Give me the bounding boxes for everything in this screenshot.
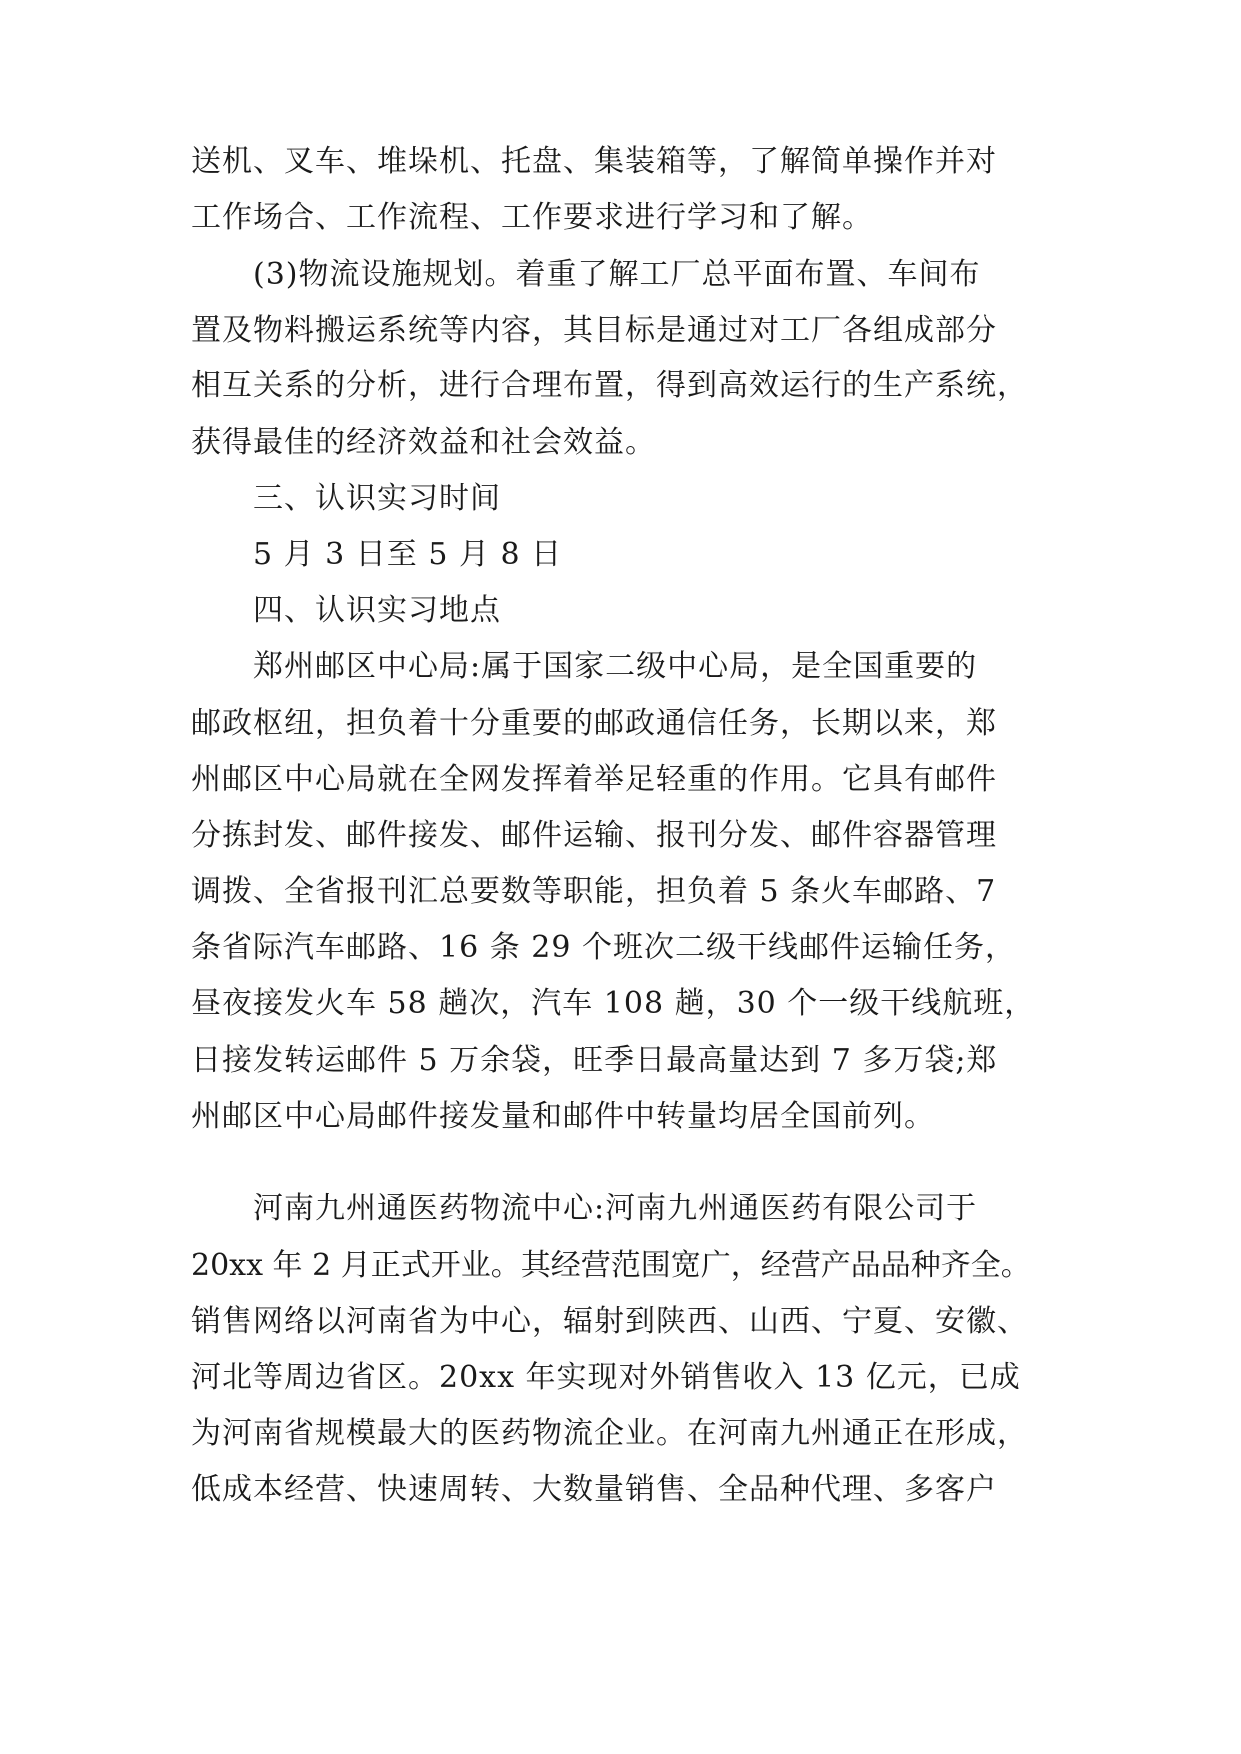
text-line: 5 月 3 日至 5 月 8 日 — [253, 537, 563, 572]
text-line: 获得最佳的经济效益和社会效益。 — [191, 425, 656, 460]
text-line: 河北等周边省区。20xx 年实现对外销售收入 13 亿元，已成 — [191, 1360, 1021, 1395]
section-heading: 三、认识实习时间 — [253, 481, 501, 516]
text-line: 郑州邮区中心局:属于国家二级中心局，是全国重要的 — [253, 649, 978, 684]
section-heading: 四、认识实习地点 — [253, 593, 501, 628]
text-line: (3)物流设施规划。着重了解工厂总平面布置、车间布 — [253, 257, 981, 292]
text-line: 销售网络以河南省为中心，辐射到陕西、山西、宁夏、安徽、 — [191, 1304, 1028, 1339]
text-line: 调拨、全省报刊汇总要数等职能，担负着 5 条火车邮路、7 — [191, 874, 997, 909]
text-line: 日接发转运邮件 5 万余袋，旺季日最高量达到 7 多万袋;郑 — [191, 1043, 998, 1078]
text-line: 邮政枢纽，担负着十分重要的邮政通信任务，长期以来，郑 — [191, 706, 997, 741]
text-line: 河南九州通医药物流中心:河南九州通医药有限公司于 — [253, 1191, 978, 1226]
text-line: 为河南省规模最大的医药物流企业。在河南九州通正在形成， — [191, 1416, 1028, 1451]
text-line: 昼夜接发火车 58 趟次，汽车 108 趟，30 个一级干线航班， — [191, 986, 1036, 1021]
text-line: 相互关系的分析，进行合理布置，得到高效运行的生产系统， — [191, 368, 1028, 403]
text-line: 20xx 年 2 月正式开业。其经营范围宽广，经营产品品种齐全。 — [191, 1248, 1031, 1283]
text-line: 低成本经营、快速周转、大数量销售、全品种代理、多客户 — [191, 1472, 997, 1507]
text-line: 送机、叉车、堆垛机、托盘、集装箱等，了解简单操作并对 — [191, 144, 997, 179]
text-line: 工作场合、工作流程、工作要求进行学习和了解。 — [191, 200, 873, 235]
text-line: 置及物料搬运系统等内容，其目标是通过对工厂各组成部分 — [191, 313, 997, 348]
text-line: 州邮区中心局邮件接发量和邮件中转量均居全国前列。 — [191, 1099, 935, 1134]
text-line: 条省际汽车邮路、16 条 29 个班次二级干线邮件运输任务， — [191, 930, 1016, 965]
text-line: 分拣封发、邮件接发、邮件运输、报刊分发、邮件容器管理 — [191, 818, 997, 853]
text-line: 州邮区中心局就在全网发挥着举足轻重的作用。它具有邮件 — [191, 762, 997, 797]
